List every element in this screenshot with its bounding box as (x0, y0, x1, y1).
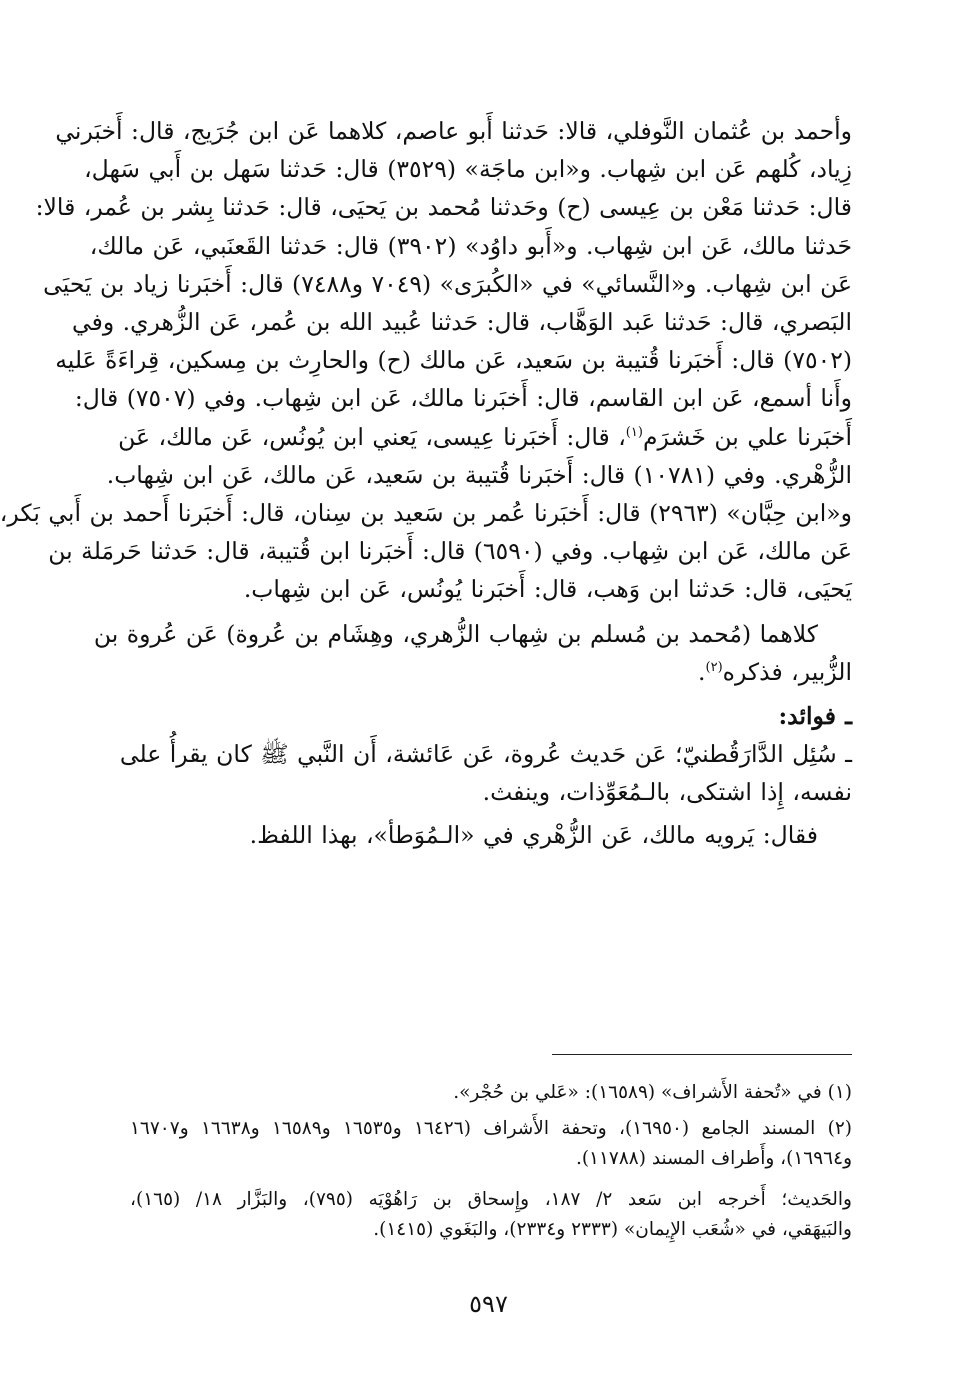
text-fragment: ، قال: أَخبَرنا عِيسى، يَعني ابن يُونُس، عَن مالك، عَن (118, 422, 626, 451)
text-line: حَدثنا مالك، عَن ابن شِهاب. و«أَبو داوُد» (٣٩٠٢) قال: حَدثنا القَعنَبي، عَن مالك، (89, 231, 852, 260)
paragraph-question (119, 735, 852, 811)
footnote-line: والبَيهَقي، في «شُعَب الإِيمان» (٢٣٣٣ و٢٣٣٤)، والبَغَوي (١٤١٥). (373, 1219, 852, 1240)
text-fragment: . (698, 657, 706, 686)
main-text (0, 112, 852, 854)
footnote-marker[interactable]: (٢) (705, 660, 723, 676)
text-line: كلاهما (مُحمد بن مُسلم بن شِهاب الزُّهري، وهِشَام بن عُروة) عَن عُروة بن (93, 619, 818, 648)
text-line: ـ سُئِل الدَّارَقُطنيّ؛ عَن حَديث عُروة، عَن عَائشة، أَن النَّبي ﷺ كان يقرأُ على (119, 740, 852, 769)
text-fragment: الزُّبير، فذكره (722, 657, 852, 686)
section-heading: ـ فوائد: (778, 702, 852, 731)
text-line: وأحمد بن عُثمان النَّوفلي، قالا: حَدثنا أَبو عاصم، كلاهما عَن ابن جُرَيج، قال: أَخبَرني (55, 117, 852, 145)
footnote-line: و١٦٩٦٤)، وأَطراف المسند (١١٧٨٨). (575, 1148, 852, 1169)
text-line-with-footnote (130, 653, 852, 691)
footnote-1 (130, 1078, 852, 1109)
text-line: يَحيَى، قال: حَدثنا ابن وَهب، قال: أَخبَرنا يُونُس، عَن ابن شِهاب. (243, 575, 852, 604)
text-line: عَن ابن شِهاب. و«النَّسائي» في «الكُبرَى» (٧٠٤٩ و٧٤٨٨) قال: أَخبَرنا زياد بن يَحيَى (43, 269, 852, 298)
footnotes (130, 1078, 852, 1246)
text-line: زِياد، كُلهم عَن ابن شِهاب. و«ابن ماجَة» (٣٥٢٩) قال: حَدثنا سَهل بن أَبي سَهل، (84, 155, 852, 184)
footnote-line: والحَديث؛ أَخرجه ابن سَعد ٢/ ١٨٧، وإِسحاق بن رَاهُوْيَه (٧٩٥)، والبَزَّار ١٨/ (١٦٥)، (130, 1188, 852, 1210)
text-line: قال: حَدثنا مَعْن بن عِيسى (ح) وحَدثنا مُحمد بن يَحيَى، قال: حَدثنا بِشر بن عُمر، قالا: (35, 193, 852, 222)
footnote-line: (٢) المسند الجامع (١٦٩٥٠)، وتحفة الأَشراف (١٦٤٢٦ و١٦٥٣٥ و١٦٥٨٩ و١٦٦٣٨ و١٦٧٠٧ (130, 1117, 852, 1139)
footnote-marker[interactable]: (١) (625, 424, 643, 440)
page-number: ٥٩٧ (469, 1290, 508, 1318)
text-line: (٧٥٠٢) قال: أَخبَرنا قُتيبة بن سَعيد، عَن مالك (ح) والحارِث بن مِسكين، قِراءَةً عَليه (55, 346, 852, 375)
text-line: الزُّهْري. وفي (١٠٧٨١) قال: أَخبَرنا قُتيبة بن سَعيد، عَن مالك، عَن ابن شِهاب. (106, 460, 852, 489)
footnote-divider (552, 1054, 852, 1055)
paragraph-takhrij (0, 112, 852, 609)
text-line-with-footnote (118, 418, 852, 456)
footnote-2 (130, 1114, 852, 1175)
text-line: وأَنا أسمع، عَن ابن القاسم، قال: أَخبَرنا مالك، عَن ابن شِهاب. وفي (٧٥٠٧) قال: (74, 384, 852, 413)
text-line: و«ابن حِبَّان» (٢٩٦٣) قال: أَخبَرنا عُمر بن سَعيد بن سِنان، قال: أَخبَرنا أَحمد بن أَبي بَكر، (0, 499, 852, 528)
text-line: فقال: يَرويه مالك، عَن الزُّهْري في «الـمُوَطأ»، بهذا اللفظ. (249, 820, 818, 849)
text-line: نفسه، إِذا اشتكى، بالـمُعَوِّذات، وينفث. (482, 778, 852, 807)
text-line: البَصري، قال: حَدثنا عَبد الوَهَّاب، قال: حَدثنا عُبيد الله بن عُمر، عَن الزُّهري. وفي (72, 308, 852, 337)
text-line: عَن مالك، عَن ابن شِهاب. وفي (٦٥٩٠) قال: أَخبَرنا ابن قُتيبة، قال: حَدثنا حَرمَلة بن (48, 537, 852, 566)
footnote-line: (١) في «تُحفة الأَشراف» (١٦٥٨٩): «عَلي بن حُجْر». (453, 1082, 852, 1103)
paragraph-isnad-summary (93, 615, 852, 691)
text-fragment: أَخبَرنا علي بن خَشرَم (642, 422, 852, 451)
paragraph-answer (130, 816, 852, 854)
footnote-2-continuation (130, 1185, 852, 1246)
